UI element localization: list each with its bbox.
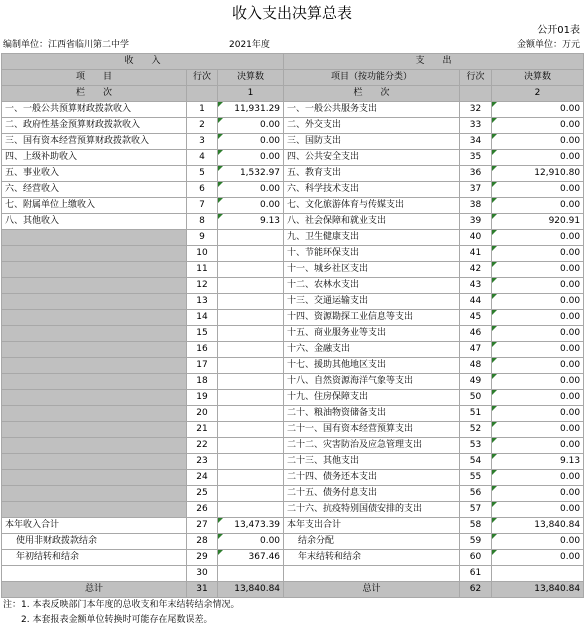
income-item-label: 七、附属单位上缴收入: [2, 198, 187, 214]
income-item-label: [2, 470, 187, 486]
income-row-no: 20: [187, 406, 218, 422]
income-section-header: 收 入: [2, 54, 284, 70]
income-amount: [218, 502, 284, 518]
table-row: [2, 230, 584, 246]
income-amount: 367.46: [218, 550, 284, 566]
income-item-header: 项 目: [2, 70, 187, 86]
income-amount: [218, 486, 284, 502]
income-row-no: 19: [187, 390, 218, 406]
expense-row-no: 46: [460, 326, 492, 342]
income-row-no: 17: [187, 358, 218, 374]
table-row: [2, 278, 584, 294]
summary-row: [2, 518, 584, 534]
income-item-label: [2, 454, 187, 470]
expense-section-header: 支 出: [284, 54, 584, 70]
expense-row-no: 51: [460, 406, 492, 422]
income-amount: 13,473.39: [218, 518, 284, 534]
income-amount: [218, 374, 284, 390]
expense-row-no: 61: [460, 566, 492, 582]
income-amount: [218, 326, 284, 342]
expense-amount: 920.91: [492, 214, 584, 230]
income-item-label: [2, 326, 187, 342]
expense-col-blank: [460, 86, 492, 102]
expense-row-no: 43: [460, 278, 492, 294]
expense-item-label: 三、国防支出: [284, 134, 460, 150]
income-total-label: 总计: [2, 582, 187, 598]
income-row-no: 30: [187, 566, 218, 582]
expense-row-no: 42: [460, 262, 492, 278]
table-row: [2, 342, 584, 358]
table-row: [2, 262, 584, 278]
income-item-label: [2, 246, 187, 262]
expense-amount: 0.00: [492, 262, 584, 278]
expense-item-label: 二十六、抗疫特别国债安排的支出: [284, 502, 460, 518]
expense-amount: 0.00: [492, 374, 584, 390]
income-row-no: 5: [187, 166, 218, 182]
table-row: [2, 118, 584, 134]
income-item-label: 六、经营收入: [2, 182, 187, 198]
expense-row-no: 57: [460, 502, 492, 518]
expense-amount: 0.00: [492, 534, 584, 550]
income-summary-label: [2, 566, 187, 582]
expense-amount: 0.00: [492, 310, 584, 326]
footnote-2: 2. 本套报表金额单位转换时可能存在尾数误差。: [21, 615, 213, 625]
expense-row-no: 40: [460, 230, 492, 246]
expense-item-label: 六、科学技术支出: [284, 182, 460, 198]
expense-amount: 0.00: [492, 342, 584, 358]
income-amount: [218, 294, 284, 310]
report-title: 收入支出决算总表: [231, 4, 352, 22]
income-amount: [218, 358, 284, 374]
table-row: [2, 182, 584, 198]
income-item-label: [2, 422, 187, 438]
expense-item-label: 四、公共安全支出: [284, 150, 460, 166]
income-amount: 0.00: [218, 118, 284, 134]
income-item-label: [2, 342, 187, 358]
income-amount-header: 决算数: [218, 70, 284, 86]
income-row-no: 7: [187, 198, 218, 214]
table-row: [2, 214, 584, 230]
income-row-no: 23: [187, 454, 218, 470]
table-row: [2, 102, 584, 118]
income-item-label: [2, 278, 187, 294]
income-row-no: 28: [187, 534, 218, 550]
expense-item-label: 九、卫生健康支出: [284, 230, 460, 246]
expense-item-label: 十七、援助其他地区支出: [284, 358, 460, 374]
expense-row-no: 35: [460, 150, 492, 166]
section-header-row: [2, 54, 584, 70]
expense-item-label: 二十一、国有资本经营预算支出: [284, 422, 460, 438]
income-item-label: [2, 390, 187, 406]
income-row-no: 11: [187, 262, 218, 278]
expense-amount: 0.00: [492, 390, 584, 406]
footnotes: [3, 598, 239, 628]
income-item-label: [2, 502, 187, 518]
form-number: 公开01表: [537, 25, 580, 36]
income-item-label: 一、一般公共预算财政拨款收入: [2, 102, 187, 118]
expense-amount: 0.00: [492, 134, 584, 150]
expense-row-no: 59: [460, 534, 492, 550]
income-item-label: [2, 294, 187, 310]
expense-row-no: 37: [460, 182, 492, 198]
income-amount: [218, 278, 284, 294]
income-item-label: [2, 406, 187, 422]
expense-item-label: 十九、住房保障支出: [284, 390, 460, 406]
table-row: [2, 438, 584, 454]
income-item-label: [2, 262, 187, 278]
expense-item-label: 二十二、灾害防治及应急管理支出: [284, 438, 460, 454]
income-row-no: 31: [187, 582, 218, 598]
table-row: [2, 294, 584, 310]
expense-amount: 0.00: [492, 198, 584, 214]
income-row-no: 24: [187, 470, 218, 486]
income-amount: [218, 246, 284, 262]
table-row: [2, 406, 584, 422]
expense-item-label: 七、文化旅游体育与传媒支出: [284, 198, 460, 214]
income-row-no: 14: [187, 310, 218, 326]
income-item-label: 八、其他收入: [2, 214, 187, 230]
income-amount: 0.00: [218, 182, 284, 198]
expense-row-no-header: 行次: [460, 70, 492, 86]
expense-amount: 0.00: [492, 358, 584, 374]
table-row: [2, 390, 584, 406]
income-amount: 11,931.29: [218, 102, 284, 118]
income-row-no: 26: [187, 502, 218, 518]
table-row: [2, 358, 584, 374]
expense-total-amount: 13,840.84: [492, 582, 584, 598]
income-summary-label: 使用非财政拨款结余: [2, 534, 187, 550]
income-amount: [218, 262, 284, 278]
expense-row-no: 36: [460, 166, 492, 182]
footnote-1: 注：1. 本表反映部门本年度的总收支和年末结转结余情况。: [3, 600, 240, 610]
expense-amount: 0.00: [492, 182, 584, 198]
expense-row-no: 56: [460, 486, 492, 502]
expense-amount: 0.00: [492, 150, 584, 166]
table-row: [2, 198, 584, 214]
expense-row-no: 44: [460, 294, 492, 310]
income-col-label: 栏 次: [2, 86, 187, 102]
report-year: 2021年度: [229, 40, 270, 50]
expense-amount: 0.00: [492, 326, 584, 342]
income-amount: [218, 342, 284, 358]
summary-row: [2, 566, 584, 582]
table-row: [2, 502, 584, 518]
expense-amount: 9.13: [492, 454, 584, 470]
table-row: [2, 166, 584, 182]
expense-item-label: 十五、商业服务业等支出: [284, 326, 460, 342]
expense-item-label: 十四、资源勘探工业信息等支出: [284, 310, 460, 326]
expense-item-label: 十八、自然资源海洋气象等支出: [284, 374, 460, 390]
expense-item-header: 项目（按功能分类）: [284, 70, 460, 86]
money-unit: 金额单位：万元: [516, 40, 580, 50]
income-item-label: [2, 230, 187, 246]
income-row-no: 10: [187, 246, 218, 262]
expense-amount: 0.00: [492, 470, 584, 486]
expense-item-label: 二十五、债务付息支出: [284, 486, 460, 502]
income-total-amount: 13,840.84: [218, 582, 284, 598]
expense-amount: 0.00: [492, 406, 584, 422]
table-row: [2, 246, 584, 262]
income-row-no: 12: [187, 278, 218, 294]
expense-amount: 0.00: [492, 246, 584, 262]
income-amount: 0.00: [218, 198, 284, 214]
income-amount: [218, 470, 284, 486]
expense-amount: 0.00: [492, 550, 584, 566]
income-item-label: [2, 438, 187, 454]
expense-amount: 0.00: [492, 294, 584, 310]
expense-row-no: 32: [460, 102, 492, 118]
income-row-no: 8: [187, 214, 218, 230]
expense-amount: 0.00: [492, 230, 584, 246]
expense-item-label: 十二、农林水支出: [284, 278, 460, 294]
report-meta: [0, 37, 584, 53]
income-item-label: 二、政府性基金预算财政拨款收入: [2, 118, 187, 134]
expense-row-no: 53: [460, 438, 492, 454]
table-row: [2, 454, 584, 470]
income-amount: [218, 230, 284, 246]
expense-item-label: 十、节能环保支出: [284, 246, 460, 262]
expense-amount: 0.00: [492, 118, 584, 134]
income-item-label: [2, 486, 187, 502]
expense-summary-label: 年末结转和结余: [284, 550, 460, 566]
expense-row-no: 54: [460, 454, 492, 470]
income-item-label: [2, 310, 187, 326]
expense-amount: 0.00: [492, 486, 584, 502]
expense-col-label: 栏 次: [284, 86, 460, 102]
unit-name: 编制单位：江西省临川第二中学: [3, 40, 130, 50]
income-col-blank: [187, 86, 218, 102]
income-row-no: 1: [187, 102, 218, 118]
income-amount: [218, 422, 284, 438]
expense-amount-header: 决算数: [492, 70, 584, 86]
table-row: [2, 486, 584, 502]
table-row: [2, 374, 584, 390]
expense-row-no: 39: [460, 214, 492, 230]
expense-item-label: 二、外交支出: [284, 118, 460, 134]
summary-row: [2, 534, 584, 550]
income-summary-label: 年初结转和结余: [2, 550, 187, 566]
expense-item-label: 二十四、债务还本支出: [284, 470, 460, 486]
income-row-no: 16: [187, 342, 218, 358]
expense-row-no: 52: [460, 422, 492, 438]
income-row-no: 13: [187, 294, 218, 310]
income-amount: [218, 566, 284, 582]
total-row: [2, 582, 584, 598]
income-item-label: [2, 374, 187, 390]
income-item-label: 四、上级补助收入: [2, 150, 187, 166]
expense-summary-label: 本年支出合计: [284, 518, 460, 534]
income-amount: 1,532.97: [218, 166, 284, 182]
table-row: [2, 310, 584, 326]
expense-row-no: 58: [460, 518, 492, 534]
income-col-index: 1: [218, 86, 284, 102]
income-row-no: 6: [187, 182, 218, 198]
expense-row-no: 60: [460, 550, 492, 566]
expense-item-label: 二十三、其他支出: [284, 454, 460, 470]
income-row-no: 21: [187, 422, 218, 438]
expense-row-no: 47: [460, 342, 492, 358]
income-row-no: 25: [187, 486, 218, 502]
expense-item-label: 十三、交通运输支出: [284, 294, 460, 310]
table-row: [2, 134, 584, 150]
expense-col-index: 2: [492, 86, 584, 102]
column-header-row: [2, 70, 584, 86]
expense-row-no: 50: [460, 390, 492, 406]
income-amount: 9.13: [218, 214, 284, 230]
income-amount: [218, 390, 284, 406]
income-expense-table: [1, 53, 584, 598]
expense-amount: 0.00: [492, 102, 584, 118]
income-amount: [218, 454, 284, 470]
expense-amount: [492, 566, 584, 582]
table-row: [2, 422, 584, 438]
expense-row-no: 49: [460, 374, 492, 390]
income-amount: 0.00: [218, 134, 284, 150]
expense-item-label: 一、一般公共服务支出: [284, 102, 460, 118]
expense-row-no: 45: [460, 310, 492, 326]
income-summary-label: 本年收入合计: [2, 518, 187, 534]
expense-amount: 0.00: [492, 422, 584, 438]
income-row-no: 18: [187, 374, 218, 390]
income-row-no: 2: [187, 118, 218, 134]
expense-amount: 0.00: [492, 438, 584, 454]
income-amount: 0.00: [218, 150, 284, 166]
income-amount: 0.00: [218, 534, 284, 550]
income-item-label: [2, 358, 187, 374]
expense-row-no: 41: [460, 246, 492, 262]
expense-amount: 12,910.80: [492, 166, 584, 182]
income-row-no: 27: [187, 518, 218, 534]
expense-item-label: 十六、金融支出: [284, 342, 460, 358]
table-row: [2, 326, 584, 342]
income-row-no: 3: [187, 134, 218, 150]
expense-amount: 0.00: [492, 278, 584, 294]
expense-row-no: 62: [460, 582, 492, 598]
table-row: [2, 470, 584, 486]
income-amount: [218, 406, 284, 422]
expense-row-no: 33: [460, 118, 492, 134]
income-row-no: 15: [187, 326, 218, 342]
income-amount: [218, 310, 284, 326]
income-row-no: 29: [187, 550, 218, 566]
income-amount: [218, 438, 284, 454]
income-row-no: 22: [187, 438, 218, 454]
expense-row-no: 48: [460, 358, 492, 374]
expense-item-label: 八、社会保障和就业支出: [284, 214, 460, 230]
expense-item-label: 二十、粮油物资储备支出: [284, 406, 460, 422]
expense-item-label: 五、教育支出: [284, 166, 460, 182]
expense-amount: 0.00: [492, 502, 584, 518]
expense-row-no: 55: [460, 470, 492, 486]
table-row: [2, 150, 584, 166]
expense-summary-label: 结余分配: [284, 534, 460, 550]
income-item-label: 三、国有资本经营预算财政拨款收入: [2, 134, 187, 150]
income-row-no-header: 行次: [187, 70, 218, 86]
income-row-no: 4: [187, 150, 218, 166]
income-row-no: 9: [187, 230, 218, 246]
expense-amount: 13,840.84: [492, 518, 584, 534]
income-item-label: 五、事业收入: [2, 166, 187, 182]
expense-total-label: 总计: [284, 582, 460, 598]
expense-item-label: 十一、城乡社区支出: [284, 262, 460, 278]
summary-row: [2, 550, 584, 566]
expense-row-no: 34: [460, 134, 492, 150]
expense-row-no: 38: [460, 198, 492, 214]
column-index-row: [2, 86, 584, 102]
expense-summary-label: [284, 566, 460, 582]
